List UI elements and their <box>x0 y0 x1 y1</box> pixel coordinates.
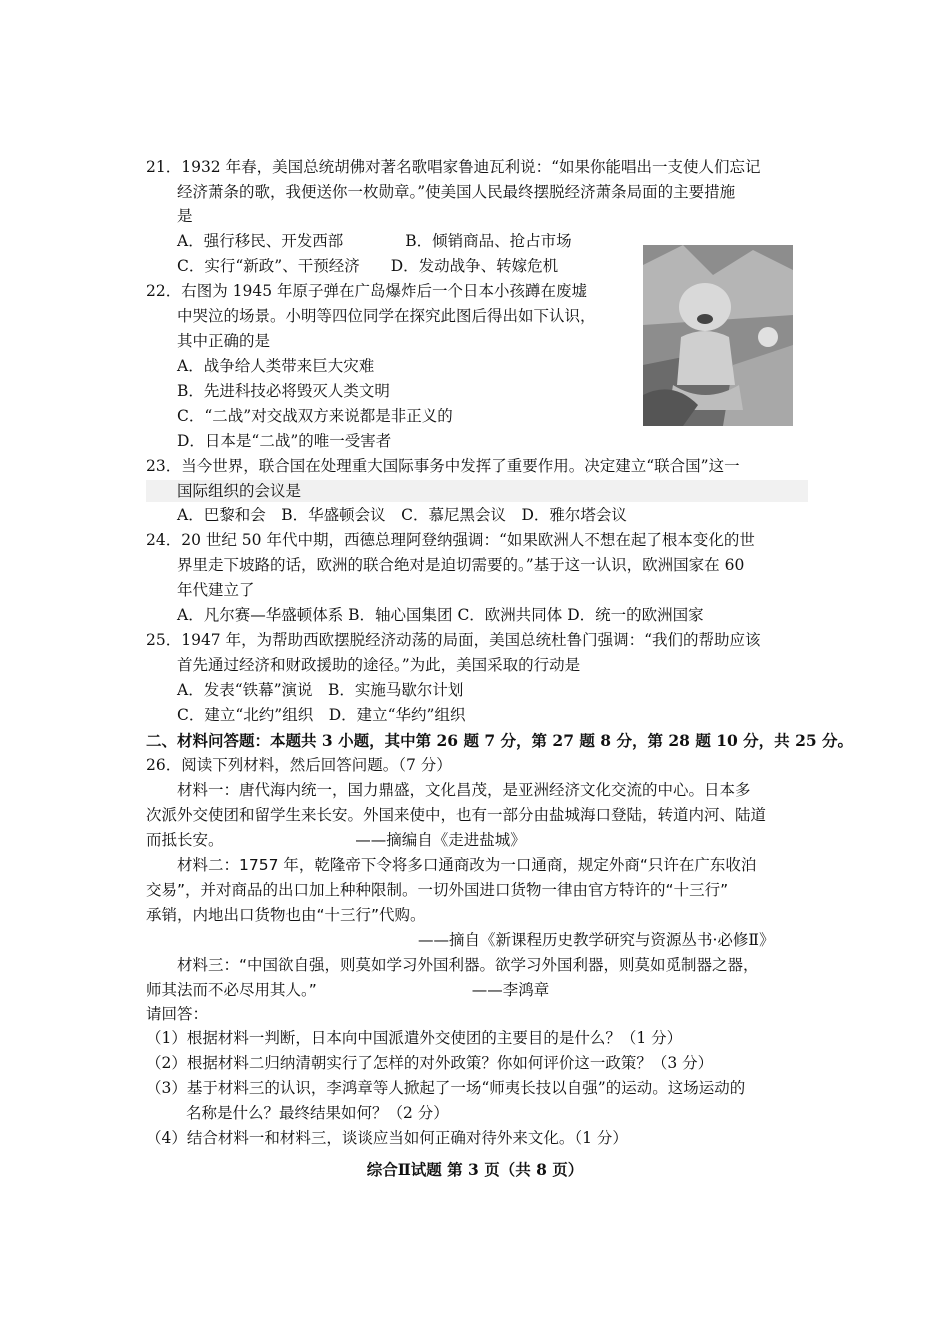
q22-option-c: C．“二战”对交战双方来说都是非正义的 <box>177 407 453 425</box>
material-2-line-2: 交易”，并对商品的出口加上种种限制。一切外国进口货物一律由官方特许的“十三行” <box>146 881 729 899</box>
q24-line-2: 界里走下坡路的话，欧洲的联合绝对是迫切需要的。”基于这一认识，欧洲国家在 60 <box>177 556 745 574</box>
q24-line-3: 年代建立了 <box>177 581 255 599</box>
material-3-line-2: 师其法而不必尽用其人。” ——李鸿章 <box>146 981 550 999</box>
question-3-line-2: 名称是什么？最终结果如何？（2 分） <box>186 1104 449 1122</box>
q26-title: 26．阅读下列材料，然后回答问题。（7 分） <box>146 756 452 774</box>
q21-options-ab: A．强行移民、开发西部 B．倾销商品、抢占市场 <box>177 232 572 250</box>
q23-options: A．巴黎和会 B．华盛顿会议 C．慕尼黑会议 D．雅尔塔会议 <box>177 506 627 524</box>
material-1-line-2: 次派外交使团和留学生来长安。外国来使中，也有一部分由盐城海口登陆，转道内河、陆道 <box>146 806 767 824</box>
section-2-heading: 二、材料问答题：本题共 3 小题，其中第 26 题 7 分，第 27 题 8 分，第 28 题 10 分，共 25 分。 <box>146 731 854 750</box>
q21-line-2: 经济萧条的歌，我便送你一枚勋章。”使美国人民最终摆脱经济萧条局面的主要措施 <box>177 183 736 201</box>
material-2-line-1: 材料二：1757 年，乾隆帝下令将多口通商改为一口通商，规定外商“只许在广东收泊 <box>177 856 757 874</box>
q22-line-3: 其中正确的是 <box>177 332 271 350</box>
page-footer: 综合Ⅱ试题 第 3 页（共 8 页） <box>366 1160 584 1179</box>
q22-option-d: D．日本是“二战”的唯一受害者 <box>177 432 392 450</box>
q24-line-1: 24．20 世纪 50 年代中期，西德总理阿登纳强调：“如果欧洲人不想在起了根本变化的世 <box>146 531 755 549</box>
material-1-line-1: 材料一：唐代海内统一，国力鼎盛，文化昌茂，是亚洲经济文化交流的中心。日本多 <box>177 781 751 799</box>
q25-line-2: 首先通过经济和财政援助的途径。”为此，美国采取的行动是 <box>177 656 581 674</box>
material-3-line-1: 材料三：“中国欲自强，则莫如学习外国利器。欲学习外国利器，则莫如觅制器之器， <box>177 956 759 974</box>
question-4: （4）结合材料一和材料三，谈谈应当如何正确对待外来文化。（1 分） <box>146 1129 628 1147</box>
q22-option-b: B．先进科技必将毁灭人类文明 <box>177 382 390 400</box>
q23-line-2: 国际组织的会议是 <box>177 482 302 500</box>
question-1: （1）根据材料一判断，日本向中国派遣外交使团的主要目的是什么？（1 分） <box>146 1029 683 1047</box>
photo-illustration <box>643 245 793 426</box>
q21-line-3: 是 <box>177 207 193 225</box>
q25-options-ab: A．发表“铁幕”演说 B．实施马歇尔计划 <box>177 681 464 699</box>
q22-option-a: A．战争给人类带来巨大灾难 <box>177 357 375 375</box>
answer-prompt: 请回答： <box>146 1005 209 1023</box>
q22-line-1: 22．右图为 1945 年原子弹在广岛爆炸后一个日本小孩蹲在废墟 <box>146 282 588 300</box>
q23-line-1: 23．当今世界，联合国在处理重大国际事务中发挥了重要作用。决定建立“联合国”这一 <box>146 457 740 475</box>
q21-options-cd: C．实行“新政”、干预经济 D．发动战争、转嫁危机 <box>177 257 559 275</box>
q24-options: A．凡尔赛—华盛顿体系 B．轴心国集团 C．欧洲共同体 D．统一的欧洲国家 <box>177 606 704 624</box>
material-1-line-3: 而抵长安。 ——摘编自《走进盐城》 <box>146 831 526 849</box>
q25-line-1: 25．1947 年，为帮助西欧摆脱经济动荡的局面，美国总统杜鲁门强调：“我们的帮助应该 <box>146 631 761 649</box>
question-2: （2）根据材料二归纳清朝实行了怎样的对外政策？你如何评价这一政策？（3 分） <box>146 1054 714 1072</box>
question-3-line-1: （3）基于材料三的认识，李鸿章等人掀起了一场“师夷长技以自强”的运动。这场运动的 <box>146 1079 746 1097</box>
q22-line-2: 中哭泣的场景。小明等四位同学在探究此图后得出如下认识， <box>177 307 596 325</box>
hiroshima-child-photo <box>643 245 793 426</box>
q21-line-1: 21．1932 年春，美国总统胡佛对著名歌唱家鲁迪瓦利说：“如果你能唱出一支使人们忘记 <box>146 158 761 176</box>
material-2-line-3: 承销，内地出口货物也由“十三行”代购。 <box>146 906 426 924</box>
q25-options-cd: C．建立“北约”组织 D．建立“华约”组织 <box>177 706 466 724</box>
material-2-source: ——摘自《新课程历史教学研究与资源丛书·必修Ⅱ》 <box>418 931 775 949</box>
